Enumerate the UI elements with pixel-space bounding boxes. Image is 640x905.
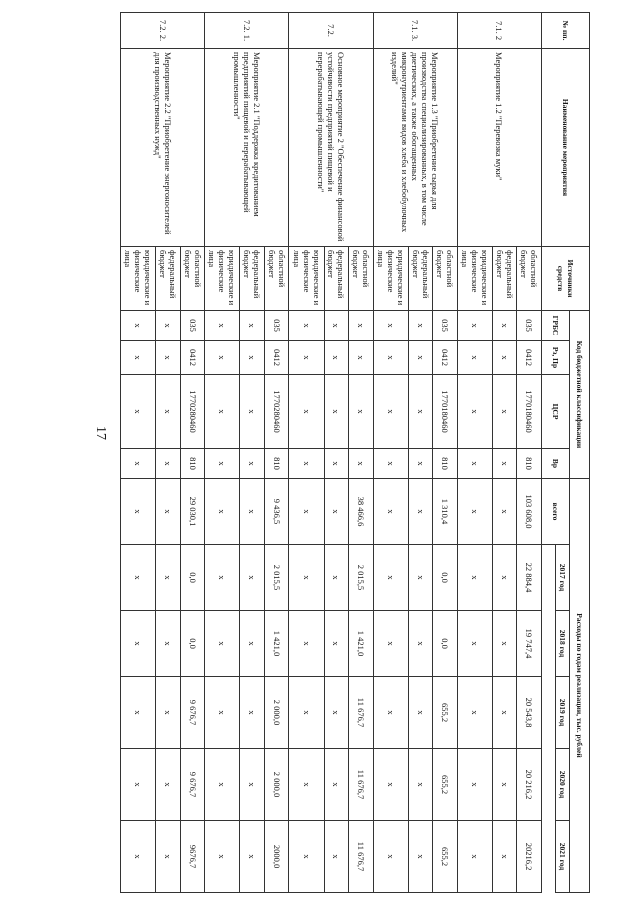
header-2019: 2019 год: [556, 677, 570, 749]
header-budget-code: Код бюджетной классификации: [570, 311, 590, 479]
cell-y2020: 2 000,0: [264, 749, 289, 821]
cell-y2017: х: [457, 545, 492, 611]
cell-rzpr: 0412: [517, 341, 542, 375]
cell-total: х: [156, 479, 181, 545]
cell-grbs: 035: [433, 311, 458, 341]
cell-csr: х: [493, 375, 518, 449]
cell-y2019: х: [205, 677, 240, 749]
cell-y2019: х: [156, 677, 181, 749]
cell-y2017: 22 884,4: [517, 545, 542, 611]
funding-source: юридические и физические лица: [289, 247, 324, 311]
cell-grbs: х: [156, 311, 181, 341]
cell-grbs: х: [205, 311, 240, 341]
cell-y2021: х: [408, 821, 433, 893]
header-num: № пп.: [542, 13, 590, 49]
cell-y2021: х: [289, 821, 324, 893]
cell-y2018: х: [205, 611, 240, 677]
cell-total: 103 608,0: [517, 479, 542, 545]
header-2020: 2020 год: [556, 749, 570, 821]
cell-total: 38 466,6: [349, 479, 374, 545]
rotated-document: [120, 12, 590, 892]
cell-y2020: х: [289, 749, 324, 821]
cell-rzpr: х: [121, 341, 156, 375]
cell-y2020: х: [493, 749, 518, 821]
cell-y2019: х: [240, 677, 265, 749]
cell-csr: х: [373, 375, 408, 449]
budget-table: [120, 12, 590, 893]
cell-total: х: [457, 479, 492, 545]
funding-source: юридические и физические лица: [457, 247, 492, 311]
cell-csr: 1770280460: [180, 375, 205, 449]
cell-grbs: х: [324, 311, 349, 341]
cell-grbs: х: [121, 311, 156, 341]
cell-rzpr: х: [156, 341, 181, 375]
cell-vr: 810: [264, 449, 289, 479]
cell-y2018: х: [373, 611, 408, 677]
cell-y2019: х: [457, 677, 492, 749]
cell-y2021: 2000,0: [264, 821, 289, 893]
cell-y2018: 0,0: [433, 611, 458, 677]
cell-total: 29 030,1: [180, 479, 205, 545]
table-row: [264, 13, 289, 893]
cell-vr: 810: [180, 449, 205, 479]
cell-y2018: х: [156, 611, 181, 677]
row-number: 7.2. 2.: [121, 13, 205, 49]
header-2021: 2021 год: [556, 821, 570, 893]
funding-source: федеральный бюджет: [324, 247, 349, 311]
cell-vr: 810: [433, 449, 458, 479]
cell-y2020: х: [205, 749, 240, 821]
funding-source: областной бюджет: [180, 247, 205, 311]
cell-grbs: 035: [264, 311, 289, 341]
cell-rzpr: х: [373, 341, 408, 375]
cell-rzpr: 0412: [180, 341, 205, 375]
cell-y2017: х: [205, 545, 240, 611]
cell-y2017: х: [289, 545, 324, 611]
cell-y2019: 2 000,0: [264, 677, 289, 749]
cell-rzpr: 0412: [433, 341, 458, 375]
funding-source: областной бюджет: [349, 247, 374, 311]
measure-name: Мероприятие 1.2 "Перевозка муки": [457, 49, 541, 247]
cell-grbs: х: [408, 311, 433, 341]
cell-y2017: х: [493, 545, 518, 611]
header-vr: Вр: [542, 449, 570, 479]
measure-name: Основное мероприятие 2 "Обеспечение финансовой устойчивости предприятий пищевой и перерабатывающей промышленности": [289, 49, 373, 247]
funding-source: федеральный бюджет: [493, 247, 518, 311]
cell-vr: х: [408, 449, 433, 479]
table-row: [180, 13, 205, 893]
header-name: Наименование мероприятия: [542, 49, 590, 247]
table-row: [433, 13, 458, 893]
cell-csr: х: [121, 375, 156, 449]
table-body: [121, 13, 542, 893]
cell-y2020: 9 676,7: [180, 749, 205, 821]
cell-y2021: х: [373, 821, 408, 893]
cell-grbs: 035: [180, 311, 205, 341]
cell-rzpr: х: [324, 341, 349, 375]
measure-name: Мероприятие 1.3 "Приобретение сырья для производства специализированных, в том числе диетических, а также обогащенных микронутриентами видов хлеба и хлебобулочных изделий": [373, 49, 457, 247]
funding-source: областной бюджет: [433, 247, 458, 311]
cell-total: х: [324, 479, 349, 545]
cell-y2018: х: [457, 611, 492, 677]
cell-y2018: 1 421,0: [264, 611, 289, 677]
table-row: [349, 13, 374, 893]
funding-source: федеральный бюджет: [240, 247, 265, 311]
measure-name: Мероприятие 2.1 "Поддержка кредитованием предприятий пищевой и перерабатывающей промышленности": [205, 49, 289, 247]
cell-y2018: х: [324, 611, 349, 677]
cell-y2021: 9676,7: [180, 821, 205, 893]
cell-total: х: [121, 479, 156, 545]
header-grbs: ГРБС: [542, 311, 570, 341]
cell-y2019: 11 676,7: [349, 677, 374, 749]
cell-y2021: 11 676,7: [349, 821, 374, 893]
cell-vr: х: [457, 449, 492, 479]
cell-total: х: [205, 479, 240, 545]
cell-y2017: х: [121, 545, 156, 611]
cell-total: х: [240, 479, 265, 545]
header-source: Источники средств: [542, 247, 590, 311]
cell-y2019: х: [289, 677, 324, 749]
header-2018: 2018 год: [556, 611, 570, 677]
cell-y2020: х: [457, 749, 492, 821]
cell-y2018: 19 747,4: [517, 611, 542, 677]
header-rzpr: Рз, Пр: [542, 341, 570, 375]
row-number: 7.1. 3.: [373, 13, 457, 49]
cell-y2018: х: [408, 611, 433, 677]
cell-rzpr: х: [289, 341, 324, 375]
cell-y2017: 0,0: [433, 545, 458, 611]
cell-grbs: х: [240, 311, 265, 341]
cell-y2021: х: [493, 821, 518, 893]
cell-vr: х: [493, 449, 518, 479]
cell-rzpr: 0412: [264, 341, 289, 375]
cell-y2020: 655,2: [433, 749, 458, 821]
cell-csr: х: [289, 375, 324, 449]
table-header: [542, 13, 590, 893]
cell-y2018: х: [121, 611, 156, 677]
cell-vr: 810: [517, 449, 542, 479]
cell-y2019: х: [373, 677, 408, 749]
cell-total: х: [373, 479, 408, 545]
header-total: всего: [542, 479, 570, 545]
cell-y2017: 2 015,5: [264, 545, 289, 611]
cell-y2019: х: [324, 677, 349, 749]
cell-csr: х: [156, 375, 181, 449]
cell-y2017: х: [240, 545, 265, 611]
cell-vr: х: [349, 449, 374, 479]
cell-y2017: х: [324, 545, 349, 611]
cell-y2019: 9 676,7: [180, 677, 205, 749]
cell-y2021: х: [156, 821, 181, 893]
cell-rzpr: х: [349, 341, 374, 375]
cell-vr: х: [289, 449, 324, 479]
cell-y2021: х: [457, 821, 492, 893]
cell-rzpr: х: [205, 341, 240, 375]
cell-grbs: х: [349, 311, 374, 341]
measure-name: Мероприятие 2.2 "Приобретение энергоносителей для производственных нужд": [121, 49, 205, 247]
cell-y2021: х: [324, 821, 349, 893]
funding-source: юридические и физические лица: [121, 247, 156, 311]
cell-y2021: х: [121, 821, 156, 893]
cell-grbs: х: [289, 311, 324, 341]
cell-y2021: х: [205, 821, 240, 893]
cell-vr: х: [324, 449, 349, 479]
cell-csr: 1770180460: [433, 375, 458, 449]
cell-y2020: 11 676,7: [349, 749, 374, 821]
cell-grbs: х: [457, 311, 492, 341]
cell-total: 9 436,5: [264, 479, 289, 545]
cell-y2021: х: [240, 821, 265, 893]
cell-y2017: х: [408, 545, 433, 611]
cell-csr: х: [205, 375, 240, 449]
cell-total: х: [493, 479, 518, 545]
cell-y2018: х: [493, 611, 518, 677]
cell-y2020: х: [373, 749, 408, 821]
funding-source: федеральный бюджет: [408, 247, 433, 311]
cell-csr: х: [240, 375, 265, 449]
cell-y2017: 0,0: [180, 545, 205, 611]
cell-vr: х: [205, 449, 240, 479]
cell-vr: х: [240, 449, 265, 479]
row-number: 7.2. 1.: [205, 13, 289, 49]
cell-y2021: 20216,2: [517, 821, 542, 893]
cell-y2017: х: [156, 545, 181, 611]
header-2017: 2017 год: [556, 545, 570, 611]
cell-grbs: х: [493, 311, 518, 341]
cell-y2019: х: [121, 677, 156, 749]
header-expenses: Расходы по годам реализации, тыс. рублей: [570, 479, 590, 893]
cell-y2018: 1 421,0: [349, 611, 374, 677]
funding-source: областной бюджет: [517, 247, 542, 311]
cell-csr: х: [408, 375, 433, 449]
cell-total: 1 310,4: [433, 479, 458, 545]
funding-source: юридические и физические лица: [373, 247, 408, 311]
funding-source: областной бюджет: [264, 247, 289, 311]
cell-rzpr: х: [408, 341, 433, 375]
cell-y2019: х: [493, 677, 518, 749]
cell-y2020: х: [324, 749, 349, 821]
cell-y2020: х: [156, 749, 181, 821]
table-row: [517, 13, 542, 893]
cell-y2018: х: [289, 611, 324, 677]
cell-csr: 1770280460: [264, 375, 289, 449]
cell-y2017: 2 015,5: [349, 545, 374, 611]
cell-rzpr: х: [240, 341, 265, 375]
cell-rzpr: х: [457, 341, 492, 375]
page-number: 17: [93, 426, 108, 440]
cell-y2019: 20 543,8: [517, 677, 542, 749]
cell-total: х: [289, 479, 324, 545]
cell-csr: х: [324, 375, 349, 449]
funding-source: федеральный бюджет: [156, 247, 181, 311]
row-number: 7.1. 2: [457, 13, 541, 49]
cell-csr: х: [349, 375, 374, 449]
cell-vr: х: [156, 449, 181, 479]
cell-rzpr: х: [493, 341, 518, 375]
cell-y2019: х: [408, 677, 433, 749]
cell-csr: х: [457, 375, 492, 449]
cell-y2020: х: [408, 749, 433, 821]
cell-grbs: х: [373, 311, 408, 341]
cell-y2020: 20 216,2: [517, 749, 542, 821]
cell-y2018: 0,0: [180, 611, 205, 677]
cell-y2020: х: [121, 749, 156, 821]
cell-y2020: х: [240, 749, 265, 821]
cell-csr: 1770180460: [517, 375, 542, 449]
cell-y2021: 655,2: [433, 821, 458, 893]
funding-source: юридические и физические лица: [205, 247, 240, 311]
cell-vr: х: [121, 449, 156, 479]
cell-y2018: х: [240, 611, 265, 677]
row-number: 7.2.: [289, 13, 373, 49]
cell-y2019: 655,2: [433, 677, 458, 749]
cell-vr: х: [373, 449, 408, 479]
cell-total: х: [408, 479, 433, 545]
header-csr: ЦСР: [542, 375, 570, 449]
cell-y2017: х: [373, 545, 408, 611]
cell-grbs: 035: [517, 311, 542, 341]
